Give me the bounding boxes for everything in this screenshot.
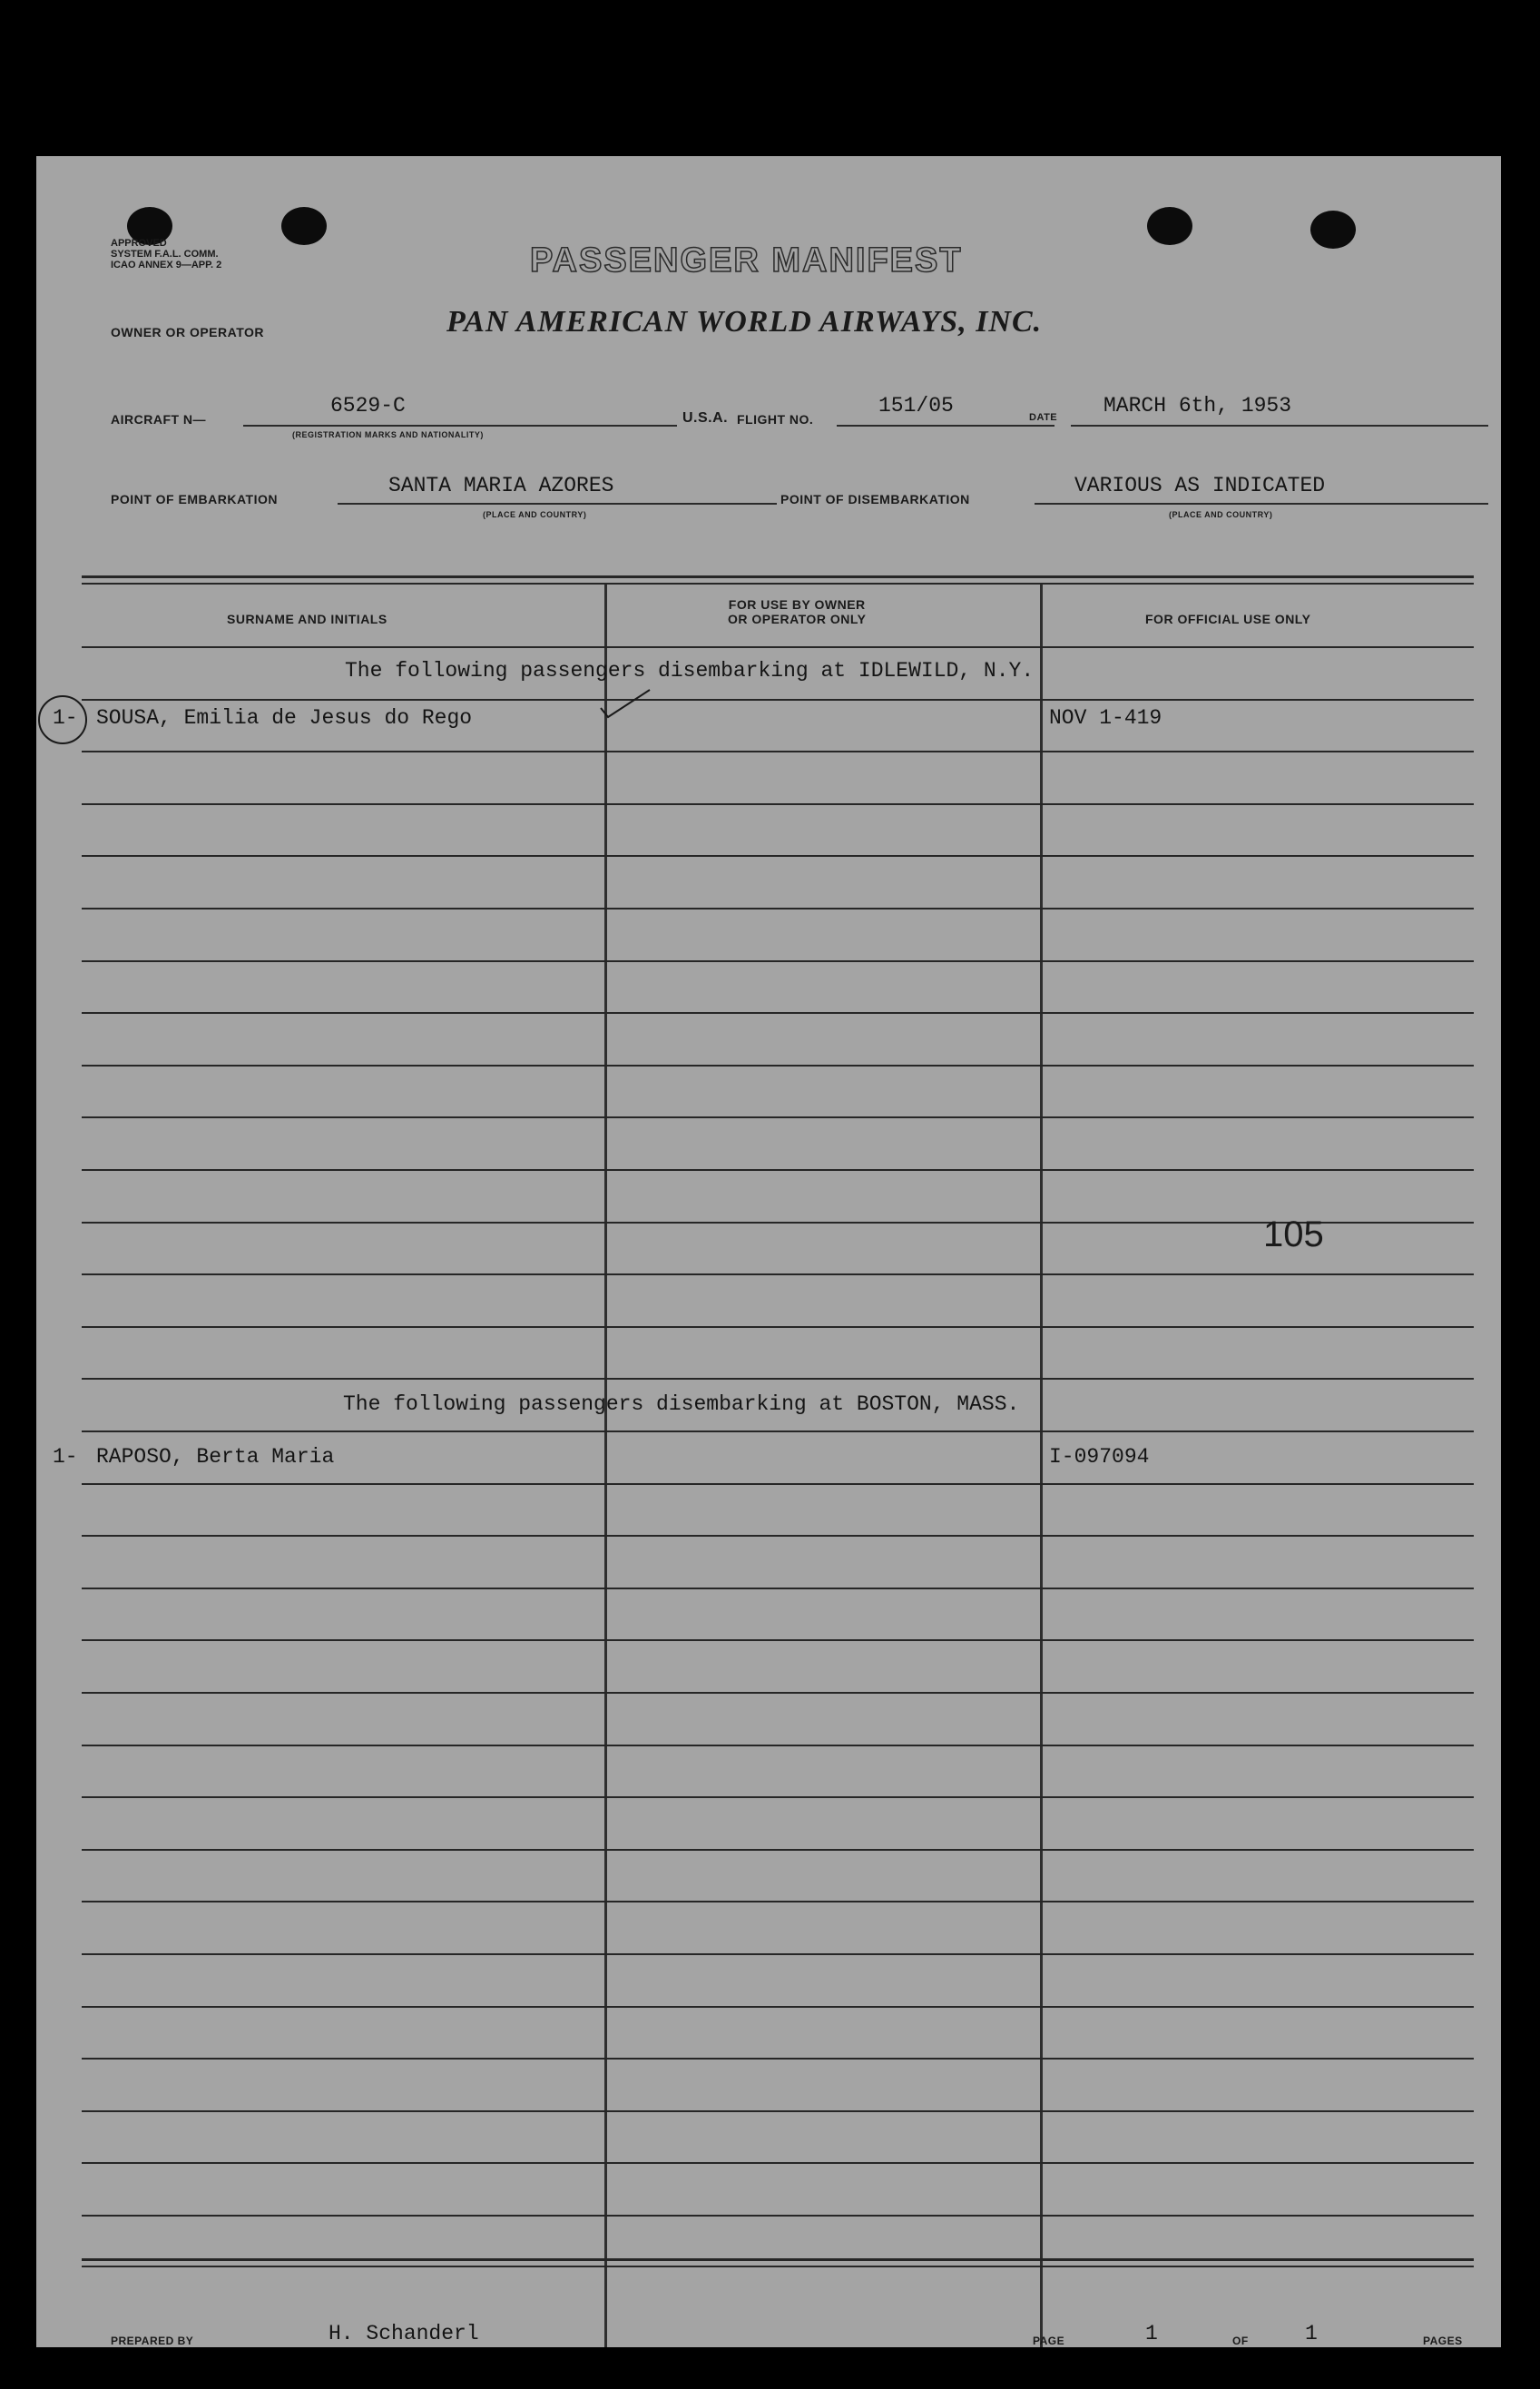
passenger-official: I-097094 bbox=[1049, 1445, 1150, 1469]
approval-note bbox=[111, 238, 221, 270]
page-title: PASSENGER MANIFEST bbox=[530, 241, 963, 280]
column-divider bbox=[604, 585, 607, 2347]
ruled-line bbox=[82, 1901, 1474, 1902]
ruled-line bbox=[82, 960, 1474, 962]
embarkation-caption: (PLACE AND COUNTRY) bbox=[483, 510, 587, 519]
ruled-line bbox=[82, 1430, 1474, 1432]
ruled-line bbox=[82, 699, 1474, 701]
date-label: DATE bbox=[1029, 412, 1058, 423]
embarkation-label: POINT OF EMBARKATION bbox=[111, 492, 278, 506]
prepared-label: PREPARED BY bbox=[111, 2335, 194, 2347]
ruled-line bbox=[82, 2058, 1474, 2060]
embarkation-value: SANTA MARIA AZORES bbox=[388, 474, 614, 497]
approval-line: SYSTEM F.A.L. COMM. bbox=[111, 249, 219, 260]
ruled-line bbox=[82, 2215, 1474, 2217]
page-value: 1 bbox=[1145, 2322, 1158, 2345]
flight-value: 151/05 bbox=[878, 394, 954, 418]
group-heading: The following passengers disembarking at IDLEWILD, N.Y. bbox=[345, 659, 1035, 683]
ruled-line bbox=[82, 2162, 1474, 2164]
manifest-sheet bbox=[36, 156, 1501, 2347]
country-label: U.S.A. bbox=[682, 410, 729, 426]
ruled-line bbox=[82, 1849, 1474, 1851]
approval-line: APPROVED bbox=[111, 238, 167, 249]
ruled-line bbox=[82, 1588, 1474, 1589]
ruled-line bbox=[82, 1639, 1474, 1641]
ruled-line bbox=[82, 1169, 1474, 1171]
passenger-number: 1- bbox=[53, 706, 78, 730]
check-mark-icon bbox=[599, 686, 653, 723]
ruled-line bbox=[82, 1116, 1474, 1118]
stamp-number: 105 bbox=[1263, 1214, 1324, 1254]
owner-label: OWNER OR OPERATOR bbox=[111, 325, 264, 339]
passenger-name: RAPOSO, Berta Maria bbox=[96, 1445, 335, 1469]
ruled-line bbox=[82, 1378, 1474, 1380]
column-header-surname: SURNAME AND INITIALS bbox=[227, 612, 387, 626]
ruled-line bbox=[82, 1326, 1474, 1328]
date-value: MARCH 6th, 1953 bbox=[1104, 394, 1292, 418]
disembarkation-label: POINT OF DISEMBARKATION bbox=[780, 492, 970, 506]
passenger-name: SOUSA, Emilia de Jesus do Rego bbox=[96, 706, 473, 730]
ruled-line bbox=[82, 855, 1474, 857]
aircraft-value: 6529-C bbox=[330, 394, 406, 418]
ruled-line bbox=[82, 1535, 1474, 1537]
approval-line: ICAO ANNEX 9—APP. 2 bbox=[111, 260, 222, 270]
aircraft-label: AIRCRAFT N— bbox=[111, 412, 207, 427]
group-heading: The following passengers disembarking at BOSTON, MASS. bbox=[343, 1392, 1020, 1416]
passenger-official: NOV 1-419 bbox=[1049, 706, 1162, 730]
column-header-official: FOR OFFICIAL USE ONLY bbox=[1145, 612, 1311, 626]
punch-hole-icon bbox=[1310, 211, 1356, 249]
ruled-line bbox=[82, 1953, 1474, 1955]
ruled-line bbox=[82, 1483, 1474, 1485]
ruled-line bbox=[82, 1012, 1474, 1014]
column-header-owner-use-line: FOR USE BY OWNER bbox=[728, 597, 866, 612]
ruled-line bbox=[82, 751, 1474, 752]
ruled-line bbox=[82, 908, 1474, 909]
ruled-line bbox=[82, 1745, 1474, 1746]
of-value: 1 bbox=[1305, 2322, 1318, 2345]
disembarkation-caption: (PLACE AND COUNTRY) bbox=[1169, 510, 1273, 519]
ruled-line bbox=[82, 2110, 1474, 2112]
punch-hole-icon bbox=[281, 207, 327, 245]
ruled-line bbox=[82, 646, 1474, 648]
passenger-number: 1- bbox=[53, 1445, 78, 1469]
owner-value: PAN AMERICAN WORLD AIRWAYS, INC. bbox=[446, 305, 1043, 339]
column-header-owner-use-line: OR OPERATOR ONLY bbox=[728, 612, 867, 626]
ruled-line bbox=[82, 1692, 1474, 1694]
ruled-line bbox=[82, 1796, 1474, 1798]
column-header-owner-use bbox=[728, 597, 866, 626]
pages-label: PAGES bbox=[1423, 2335, 1463, 2347]
punch-hole-icon bbox=[1147, 207, 1192, 245]
page-label: PAGE bbox=[1033, 2335, 1065, 2347]
prepared-value: H. Schanderl bbox=[329, 2322, 479, 2345]
ruled-line bbox=[82, 1065, 1474, 1067]
disembarkation-value: VARIOUS AS INDICATED bbox=[1074, 474, 1326, 497]
ruled-line bbox=[82, 1273, 1474, 1275]
of-label: OF bbox=[1232, 2335, 1249, 2347]
ruled-line bbox=[82, 2006, 1474, 2008]
column-divider bbox=[1040, 585, 1043, 2347]
ruled-line bbox=[82, 803, 1474, 805]
flight-label: FLIGHT NO. bbox=[737, 412, 814, 427]
registration-caption: (REGISTRATION MARKS AND NATIONALITY) bbox=[292, 430, 484, 439]
